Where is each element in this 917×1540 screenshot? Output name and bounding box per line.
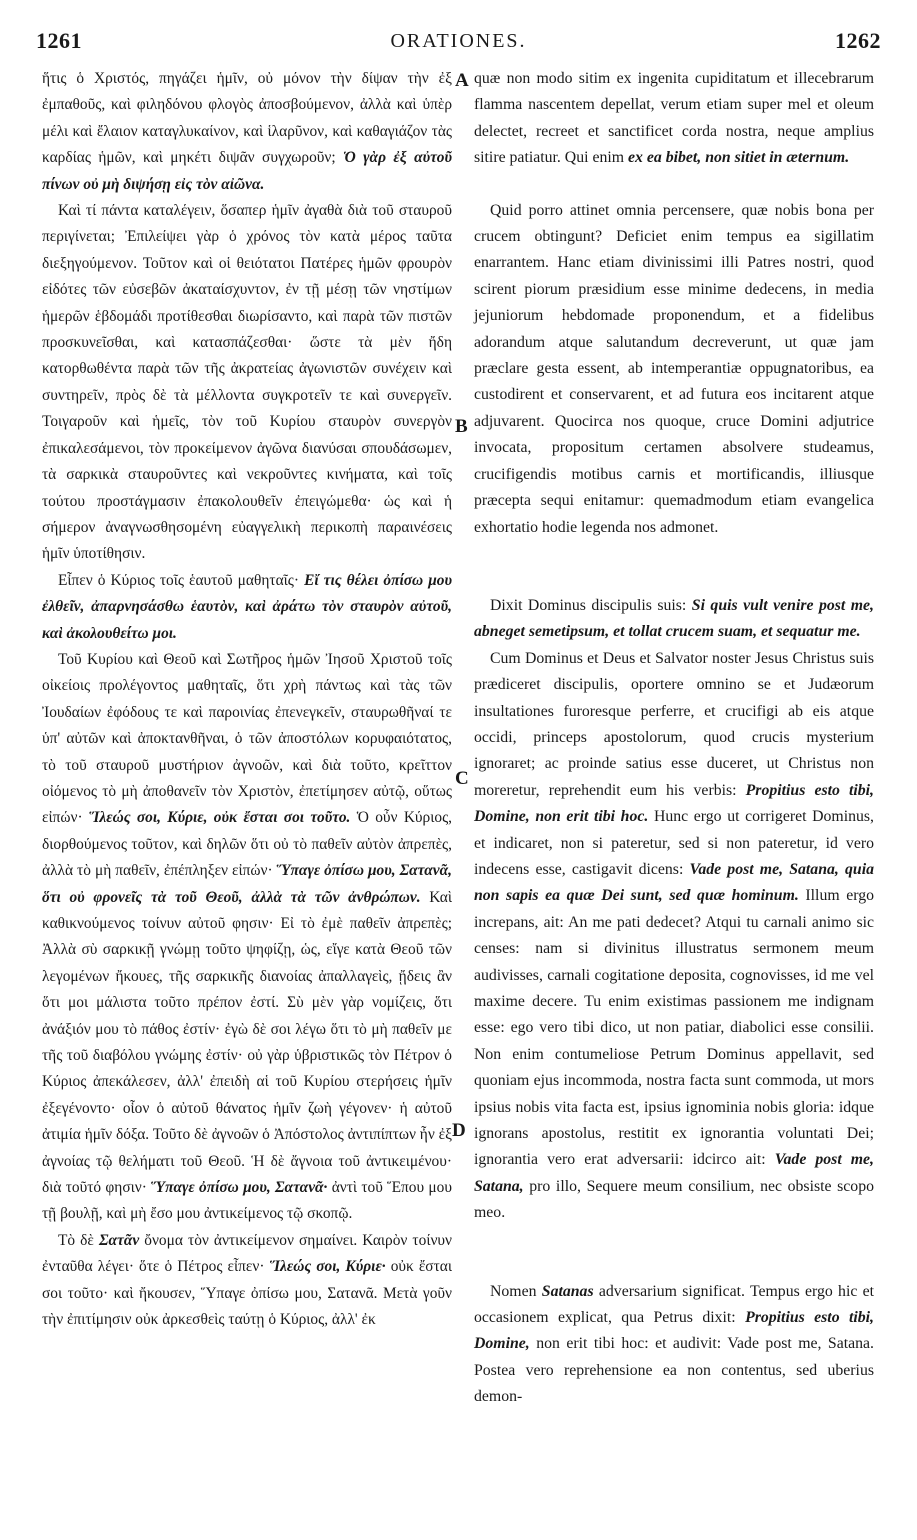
latin-p4-quote-1: Propitius esto tibi, Domine, non erit tibi hoc. (474, 781, 875, 826)
latin-p5-quote-1: Satanas (541, 1282, 594, 1300)
latin-p3-quote: Si quis vult venire post me, abneget semetipsum, et tollat crucem suam, et sequatur me. (474, 596, 875, 641)
greek-paragraph-4 (42, 647, 452, 1228)
latin-paragraph-5 (474, 1279, 874, 1411)
latin-paragraph-4 (474, 646, 874, 1227)
greek-p4-text-a: Τοῦ Κυρίου καὶ Θεοῦ καὶ Σωτῆρος ἡμῶν Ἰησοῦ Χριστοῦ τοῖς οἰκείοις προλέγοντος μαθηταῖς, ὅτι χρὴ πάντως καὶ τὰς τῶν Ἰουδαίων ἐφόδους τε καὶ παροινίας ἐπενεγκεῖν, σταυρωθῆναί τε ὑπ' αὐτῶν καὶ ἀποκτανθῆναι, ὁ τῶν ἀποστόλων κορυφαιότατος, τὸ τοῦ σταυροῦ μυστήριον ἀγνοῶν, καὶ διὰ τοῦτο, κρεῖττον οἰόμενος τὸ μὴ ἀποθανεῖν τὸν Χριστὸν, ἐπετίμησεν αὐτῷ, οὕτως εἰπών· (42, 650, 452, 827)
greek-paragraph-5 (42, 1228, 452, 1334)
latin-paragraph-1 (474, 66, 874, 172)
greek-p1-text: ἥτις ὁ Χριστός, πηγάζει ἡμῖν, οὐ μόνον τὴν δίψαν τὴν ἐξ ἐμπαθοῦς, καὶ φιληδόνου φλογὸς ἀποσβούμενον, ἀλλὰ καὶ ὑπὲρ μέλι καὶ ἔλαιον καταγλυκαίνον, καὶ ἱλαρῦνον, καὶ καθαγιάζον τὰς καρδίας ἡμῶν, καὶ μηκέτι διψᾶν συγχωροῦν; (42, 70, 452, 167)
greek-p5-text-c: οὐκ ἔσται σοι τοῦτο· καὶ ἤκουσεν, Ὕπαγε ὀπίσω μου, Σατανᾶ. Μετὰ γοῦν τὴν ἐπιτίμησιν οὐκ ἀρκεσθεὶς ταύτῃ ὁ Κύριος, ἀλλ' ἐκ (42, 1258, 452, 1329)
latin-p3-text: Dixit Dominus discipulis suis: (490, 596, 687, 614)
latin-paragraph-3 (474, 593, 874, 646)
greek-p4-text-d: ἀντὶ τοῦ Ἕπου μου τῇ βουλῇ, καὶ μὴ ἔσο μου ἀντικείμενος τῷ σκοπῷ. (42, 1179, 452, 1223)
greek-p4-quote-2: Ὕπαγε ὀπίσω μου, Σατανᾶ, ὅτι οὐ φρονεῖς τὰ τοῦ Θεοῦ, ἀλλὰ τὰ τῶν ἀνθρώπων. (42, 862, 452, 906)
greek-p4-text-c: Καὶ καθικνούμενος τοίνυν αὐτοῦ φησιν· Εἰ τὸ ἐμὲ παθεῖν ἀπρεπὲς; Ἀλλὰ σὺ σαρκικῇ γνώμῃ τοῦτο ψηφίζῃ, ὡς, εἴγε κατὰ Θεοῦ τῶν λεγομένων ἤκουες, τῆς σαρκικῆς διανοίας ἀπαλλαγεὶς, ᾔδεις ἂν ὅτι μοι μάλιστα τοῦτο πρέπον ἐστί. Σὺ μὲν γὰρ νομίζεις, ὅτι ἀνάξιόν μου τὸ πάθος ἐστίν· ἐγὼ δὲ σοι λέγω ὅτι τὸ μὴ παθεῖν με τῆς τοῦ διαβόλου γνώμης ἐστίν· οὐ γὰρ ὑβριστικῶς τὸν Πέτρον ὁ Κύριος ἀπεκάλεσεν, ἀλλ' ἐπειδὴ αἱ τοῦ Κυρίου στερήσεις ἡμῖν ἐξεγένοντο· οἷον ὁ αὐτοῦ θάνατος ἡμῖν ζωὴ γέγονεν· ἡ αὐτοῦ ἀτιμία ἡμῖν δόξα. Τοῦτο δὲ ἀγνοῶν ὁ Ἀπόστολος ἀντιπίπτων ἦν ἐξ ἀγνοίας τῷ θελήματι τοῦ Θεοῦ. Ἡ δὲ ἄγνοια τοῦ ἀντικειμένου· διὰ τοῦτό φησιν· (42, 888, 452, 1197)
latin-p1-text: quæ non modo sitim ex ingenita cupiditatum et illecebrarum flamma nascentem depellat, verum etiam super mel et oleum delectet, recreet et sanctificet corda nostra, neque amplius sitire patiatur. Qui enim (474, 70, 874, 167)
latin-p4-text-c: Illum ergo increpans, ait: An me pati dedecet? Atqui tu carnali animo sic censes: nam si divinitus illustratus sermonem meum audivisses, carnali cogitatione deposita, cognovisses, id me vel maxime decere. Tu enim existimas passionem me indignam esse: ego vero tibi dico, ut non patiar, diabolici esse consilii. Non enim contumeliose Petrum Dominus appellavit, sed quoniam ejus incommoda, nostra facta sunt commoda, ut mors ipsius nobis vita facta est, ipsius ignominia nobis gloria: idque ignorans apostolus, restitit ex ignorantia voluntati Dei; ignorantia vero erat adversarii: idcirco ait: (474, 887, 874, 1169)
greek-p5-text-b: ὄνομα τὸν ἀντικείμενον σημαίνει. Καιρὸν τοίνυν ἐνταῦθα λέγει· ὅτε ὁ Πέτρος εἶπεν· (42, 1231, 452, 1276)
latin-p4-text-d: pro illo, Sequere meum consilium, nec obsiste scopo meo. (474, 1177, 874, 1222)
greek-p5-quote-1: Σατᾶν (98, 1231, 140, 1249)
latin-p5-quote-2: Propitius esto tibi, Domine, (474, 1309, 874, 1353)
latin-p5-text-a: Nomen (490, 1282, 537, 1300)
latin-p4-text-a: Cum Dominus et Deus et Salvator noster Jesus Christus suis prædiceret discipulis, oportere omnino se et Judæorum insultationes furoresque perferre, et crucifigi ab eis atque occidi, princeps apostolorum, quod crucis mysterium ignoraret; ac proinde satius esse duceret, ut Christus non moreretur, reprehendit eum his verbis: (474, 649, 874, 799)
greek-p4-quote-1: Ἵλεώς σοι, Κύριε, οὐκ ἔσται σοι τοῦτο. (88, 809, 351, 827)
latin-p4-text-b: Hunc ergo ut corrigeret Dominus, et indicaret, non si pateretur, sed si non pateretur, id vero indecens esse, castigavit dicens: (474, 808, 874, 878)
latin-p5-text-c: non erit tibi hoc: et audivit: Vade post me, Satana. Postea vero reprehensione ea non contentus, sed uberius demon- (474, 1335, 874, 1406)
page-number-right: 1262 (835, 28, 881, 53)
greek-column (42, 66, 452, 1334)
section-marker-a: A (455, 70, 469, 91)
latin-p4-quote-3: Vade post me, Satana, (474, 1151, 875, 1195)
section-marker-d: D (452, 1120, 466, 1141)
greek-p4-text-b: Ὁ οὖν Κύριος, διορθούμενος τοῦτον, καὶ δηλῶν ὅτι οὐ τὸ παθεῖν αὐτὸν ἀπρεπὲς, ἀλλὰ τὸ μὴ παθεῖν, ἐπέπληξεν εἰπών· (42, 809, 453, 880)
greek-p4-quote-3: Ὕπαγε ὀπίσω μου, Σατανᾶ· (151, 1179, 328, 1197)
greek-p3-text: Εἶπεν ὁ Κύριος τοῖς ἑαυτοῦ μαθηταῖς· (58, 571, 300, 589)
greek-paragraph-1 (42, 66, 452, 198)
section-marker-b: B (455, 416, 468, 437)
latin-p1-quote: ex ea bibet, non sitiet in æternum. (628, 149, 850, 167)
greek-p5-text-a: Τὸ δὲ (58, 1231, 94, 1249)
greek-paragraph-3 (42, 568, 452, 647)
latin-p5-text-b: adversarium significat. Tempus ergo hic et occasionem explicat, qua Petrus dixit: (474, 1282, 875, 1327)
running-title: ORATIONES. (390, 30, 527, 52)
page-number-left: 1261 (36, 28, 82, 53)
greek-p1-quote: Ὁ γὰρ ἐξ αὐτοῦ πίνων οὐ μὴ διψήσῃ εἰς τὸν αἰῶνα. (42, 149, 452, 193)
latin-p4-quote-2: Vade post me, Satana, quia non sapis ea quæ Dei sunt, sed quæ hominum. (474, 860, 874, 905)
greek-p3-quote: Εἴ τις θέλει ὀπίσω μου ἐλθεῖν, ἀπαρνησάσθω ἑαυτὸν, καὶ ἀράτω τὸν σταυρὸν αὐτοῦ, καὶ ἀκολουθείτω μοι. (42, 571, 452, 642)
greek-p5-quote-2: Ἵλεώς σοι, Κύριε· (269, 1258, 386, 1276)
greek-paragraph-2: Καὶ τί πάντα καταλέγειν, ὅσαπερ ἡμῖν ἀγαθὰ διὰ τοῦ σταυροῦ περιγίνεται; Ἐπιλείψει γὰρ ὁ χρόνος τὸν κατὰ μέρος ταῦτα διεξηγούμενον. Τοῦτον καὶ οἱ θειότατοι Πατέρες ἡμῶν φρουρὸν εἰδότες τῶν εὐσεβῶν ἀκαταίσχυντον, ἐν τῇ μέσῃ τῶν νηστίμων ἡμερῶν ἑβδομάδι προτίθεσθαι διωρίσαντο, καὶ παρὰ τῶν πιστῶν προσκυνεῖσθαι, καὶ κατασπάζεσθαι· ὥστε τὰ μὲν ἤδη κατορθωθέντα παρὰ τῶν τῆς ἀκρατείας ἀγωνιστῶν συνέχειν καὶ συντηρεῖν, πρὸς δὲ τὰ μέλλοντα συγκροτεῖν τε καὶ συνεργεῖν. Τοιγαροῦν καὶ ἡμεῖς, τὸν τοῦ Κυρίου σταυρὸν συνεργὸν ἐπικαλεσάμενοι, τὸν προκείμενον ἀγῶνα διανύσαι σπουδάσωμεν, τὰ σαρκικὰ σταυροῦντες καὶ νεκροῦντες κινήματα, καὶ τοῖς τούτου προστάγμασιν ἐπακολουθεῖν ἐπειγώμεθα· ὡς καὶ ἡ σήμερον ἀναγνωσθησομένη εὐαγγελικὴ περικοπὴ παραινέσεις ἡμῖν ὑποτίθησιν. (42, 202, 452, 563)
latin-paragraph-2: Quid porro attinet omnia percensere, quæ nobis bona per crucem obtingunt? Deficiet enim tempus ea sigillatim enarrantem. Hanc etiam divinissimi illi Patres nostri, quod scirent piorum præsidium esse minime dedecens, in media jejuniorum hebdomade proponendum, et a fidelibus adorandum atque salutandum decreverunt, ut quæ jam præclare gesta essent, ab intemperantiæ oppugnatoribus, ea custodirent et conservarent, et ad futura eos incitarent atque adjuvarent. Quocirca nos quoque, cruce Domini adjutrice invocata, propositum certamen absolvere studeamus, crucifigendis motibus carnis et mortificandis, illiusque præcepta sequi enitamur: quemadmodum etiam evangelica exhortatio hodie legenda nos admonet. (474, 201, 874, 536)
section-marker-c: C (455, 768, 469, 789)
latin-column (474, 66, 874, 1411)
page-header (36, 28, 881, 62)
